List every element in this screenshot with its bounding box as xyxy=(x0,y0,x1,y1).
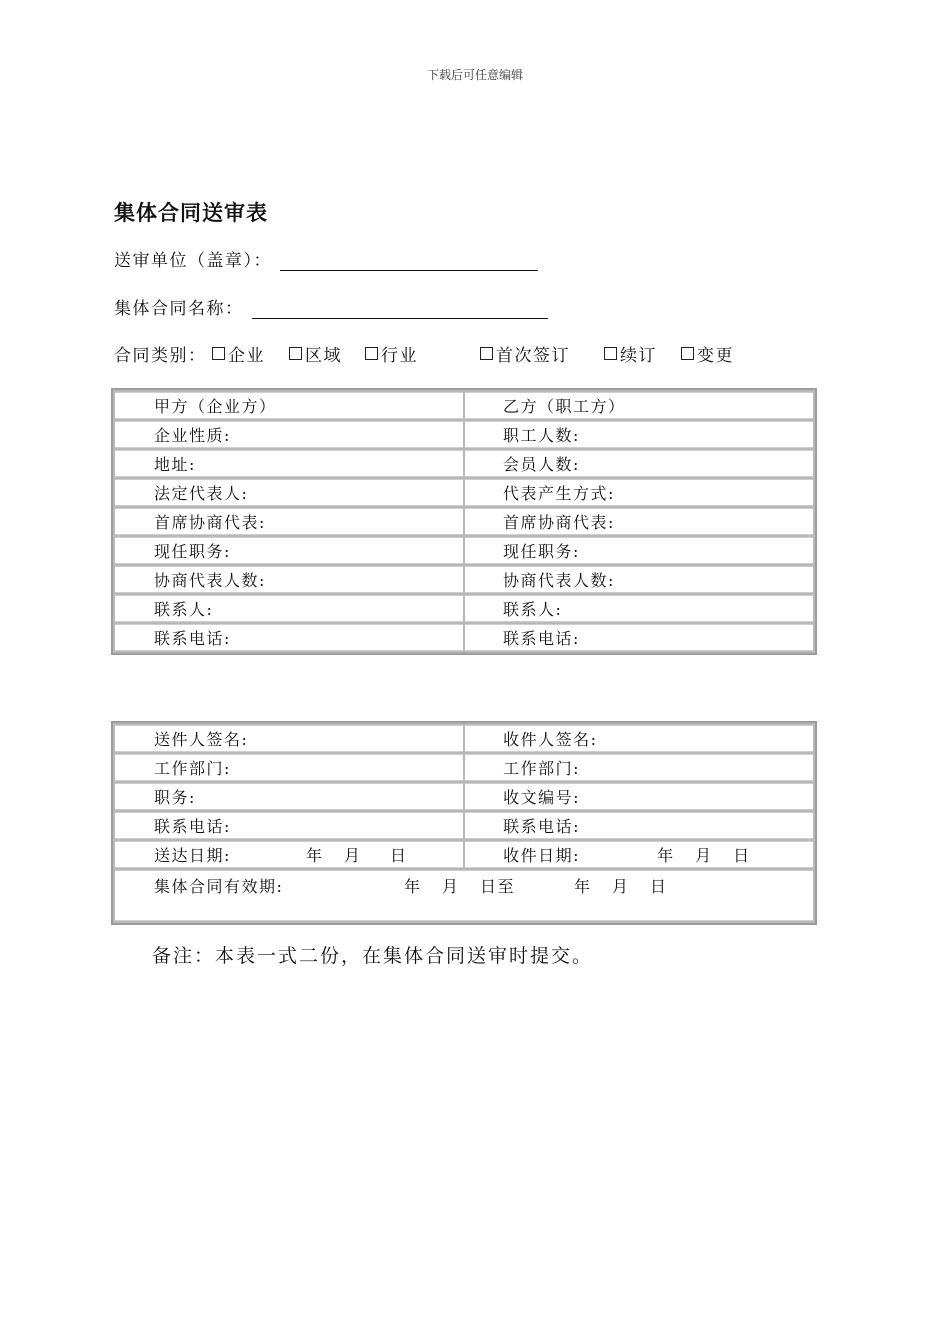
table-cell: 联系人: xyxy=(465,595,813,622)
table-row xyxy=(115,754,813,781)
table-cell: 会员人数: xyxy=(465,450,813,477)
table-cell: 协商代表人数: xyxy=(465,566,813,593)
table-row xyxy=(115,812,813,839)
document-title: 集体合同送审表 xyxy=(114,201,268,225)
table-cell: 甲方（企业方） xyxy=(115,392,463,419)
table-cell: 协商代表人数: xyxy=(115,566,463,593)
option-renewal[interactable]: 续订 xyxy=(604,341,657,366)
table-row xyxy=(115,421,813,448)
validity-cell xyxy=(115,870,813,921)
checkbox-icon[interactable] xyxy=(681,347,694,360)
category-label: 合同类别： xyxy=(114,346,207,366)
table-cell: 收件人签名: xyxy=(465,725,813,752)
checkbox-icon[interactable] xyxy=(480,347,493,360)
table-row xyxy=(115,566,813,593)
table-cell: 代表产生方式: xyxy=(465,479,813,506)
table-cell: 职务: xyxy=(115,783,463,810)
checkbox-icon[interactable] xyxy=(365,347,378,360)
year-label: 年 xyxy=(657,846,675,865)
day-label: 日 xyxy=(390,846,408,865)
table-row xyxy=(115,479,813,506)
receive-date-cell xyxy=(465,841,813,868)
option-change[interactable]: 变更 xyxy=(681,341,734,366)
table-row xyxy=(115,870,813,921)
table-cell: 现任职务: xyxy=(115,537,463,564)
table-cell: 联系电话: xyxy=(465,812,813,839)
table-cell: 企业性质: xyxy=(115,421,463,448)
table-cell: 联系人: xyxy=(115,595,463,622)
option-industry[interactable]: 行业 xyxy=(365,341,418,366)
contract-category xyxy=(114,341,734,366)
table-row xyxy=(115,595,813,622)
contract-name-label: 集体合同名称： xyxy=(114,299,244,319)
option-enterprise[interactable]: 企业 xyxy=(212,341,265,366)
table-row xyxy=(115,624,813,651)
table-cell: 首席协商代表: xyxy=(465,508,813,535)
table-cell: 联系电话: xyxy=(115,624,463,651)
table-row xyxy=(115,841,813,868)
table-row xyxy=(115,725,813,752)
month-label: 月 xyxy=(612,877,630,896)
option-first-signing[interactable]: 首次签订 xyxy=(480,341,570,366)
checkbox-icon[interactable] xyxy=(604,347,617,360)
table-cell: 首席协商代表: xyxy=(115,508,463,535)
table-cell: 职工人数: xyxy=(465,421,813,448)
delivery-table xyxy=(111,721,817,925)
parties-table xyxy=(111,388,817,655)
delivery-date-cell xyxy=(115,841,463,868)
table-cell: 地址: xyxy=(115,450,463,477)
year-label: 年 xyxy=(574,877,592,896)
table-row xyxy=(115,783,813,810)
submit-unit-field xyxy=(114,246,538,271)
option-region[interactable]: 区域 xyxy=(289,341,342,366)
table-cell: 法定代表人: xyxy=(115,479,463,506)
year-label: 年 xyxy=(404,877,422,896)
table-cell: 联系电话: xyxy=(115,812,463,839)
checkbox-icon[interactable] xyxy=(289,347,302,360)
table-row xyxy=(115,537,813,564)
day-to-label: 日至 xyxy=(480,877,516,896)
day-label: 日 xyxy=(650,877,668,896)
table-row xyxy=(115,508,813,535)
month-label: 月 xyxy=(695,846,713,865)
month-label: 月 xyxy=(344,846,362,865)
checkbox-icon[interactable] xyxy=(212,347,225,360)
submit-unit-label: 送审单位（盖章）： xyxy=(114,251,272,271)
table-cell: 乙方（职工方） xyxy=(465,392,813,419)
year-label: 年 xyxy=(306,846,324,865)
contract-name-field xyxy=(114,294,548,319)
table-cell: 联系电话: xyxy=(465,624,813,651)
delivery-date-label: 送达日期: xyxy=(154,846,231,865)
submit-unit-blank[interactable] xyxy=(280,250,538,271)
table-cell: 工作部门: xyxy=(465,754,813,781)
table-row xyxy=(115,450,813,477)
remark-note: 备注：本表一式二份，在集体合同送审时提交。 xyxy=(152,945,594,967)
table-cell: 现任职务: xyxy=(465,537,813,564)
table-cell: 送件人签名: xyxy=(115,725,463,752)
page-header: 下载后可任意编辑 xyxy=(426,68,523,82)
month-label: 月 xyxy=(442,877,460,896)
table-cell: 收文编号: xyxy=(465,783,813,810)
contract-name-blank[interactable] xyxy=(252,298,548,319)
table-cell: 工作部门: xyxy=(115,754,463,781)
day-label: 日 xyxy=(733,846,751,865)
receive-date-label: 收件日期: xyxy=(503,846,581,865)
table-row xyxy=(115,392,813,419)
validity-label: 集体合同有效期: xyxy=(154,877,284,896)
